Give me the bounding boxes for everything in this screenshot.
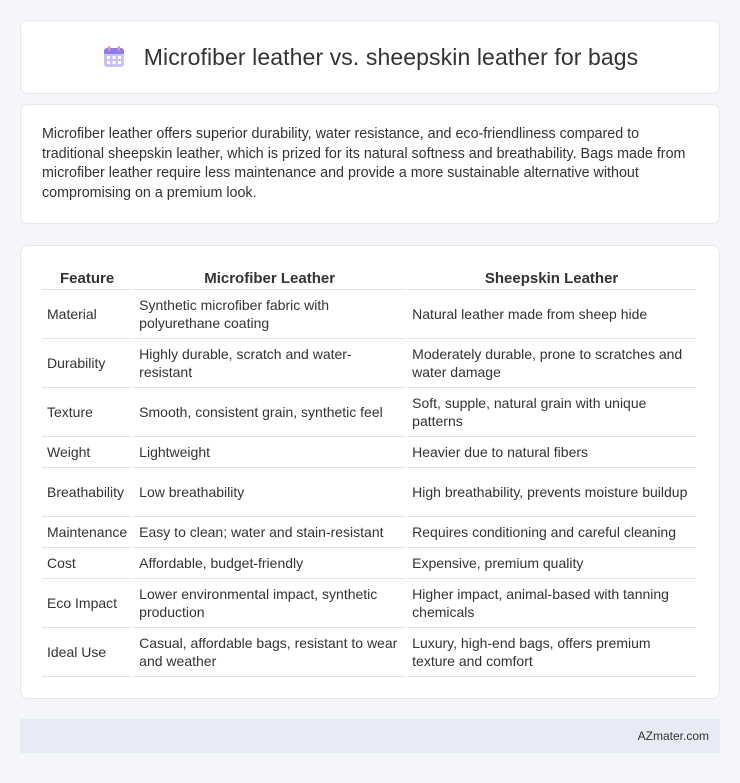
microfiber-cell: Casual, affordable bags, resistant to wear and weather: [134, 628, 405, 677]
header-sheepskin: Sheepskin Leather: [407, 266, 696, 290]
feature-cell: Durability: [42, 339, 132, 388]
table-row: [42, 290, 696, 339]
page-title: Microfiber leather vs. sheepskin leather for bags: [143, 43, 639, 70]
feature-cell: Ideal Use: [42, 628, 132, 677]
microfiber-cell: Lower environmental impact, synthetic production: [134, 579, 405, 628]
microfiber-cell: Affordable, budget-friendly: [134, 548, 405, 579]
feature-cell: Maintenance: [42, 517, 132, 548]
feature-cell: Eco Impact: [42, 579, 132, 628]
title-card: [20, 20, 720, 94]
sheepskin-cell: Natural leather made from sheep hide: [407, 290, 696, 339]
summary-card: [20, 104, 720, 224]
microfiber-cell: Highly durable, scratch and water-resistant: [134, 339, 405, 388]
header-microfiber: Microfiber Leather: [134, 266, 405, 290]
sheepskin-cell: Higher impact, animal-based with tanning chemicals: [407, 579, 696, 628]
summary-text: Microfiber leather offers superior durability, water resistance, and eco-friendliness compared to traditional sheepskin leather, which is prized for its natural softness and breathability. Bags made from microfiber leather require less maintenance and provide a more sustainable alternative without compromising on a premium look.: [42, 126, 686, 201]
comparison-table-card: [20, 245, 720, 699]
microfiber-cell: Lightweight: [134, 437, 405, 468]
table-row: [42, 388, 696, 437]
sheepskin-cell: Requires conditioning and careful cleaning: [407, 517, 696, 548]
sheepskin-cell: Moderately durable, prone to scratches and water damage: [407, 339, 696, 388]
microfiber-cell: Synthetic microfiber fabric with polyurethane coating: [134, 290, 405, 339]
feature-cell: Breathability: [42, 468, 132, 517]
feature-cell: Cost: [42, 548, 132, 579]
table-row: [42, 548, 696, 579]
footer: [20, 719, 720, 753]
sheepskin-cell: Soft, supple, natural grain with unique patterns: [407, 388, 696, 437]
table-row: [42, 339, 696, 388]
sheepskin-cell: Expensive, premium quality: [407, 548, 696, 579]
feature-cell: Texture: [42, 388, 132, 437]
sheepskin-cell: Heavier due to natural fibers: [407, 437, 696, 468]
table-row: [42, 437, 696, 468]
calendar-icon: [102, 45, 126, 69]
footer-brand[interactable]: AZmater.com: [637, 729, 709, 743]
feature-cell: Weight: [42, 437, 132, 468]
comparison-table: [40, 266, 698, 677]
table-header-row: [42, 266, 696, 290]
table-row: [42, 517, 696, 548]
feature-cell: Material: [42, 290, 132, 339]
header-feature: Feature: [42, 266, 132, 290]
table-row: [42, 628, 696, 677]
sheepskin-cell: Luxury, high-end bags, offers premium texture and comfort: [407, 628, 696, 677]
table-row: [42, 468, 696, 517]
microfiber-cell: Low breathability: [134, 468, 405, 517]
microfiber-cell: Smooth, consistent grain, synthetic feel: [134, 388, 405, 437]
microfiber-cell: Easy to clean; water and stain-resistant: [134, 517, 405, 548]
sheepskin-cell: High breathability, prevents moisture buildup: [407, 468, 696, 517]
table-row: [42, 579, 696, 628]
